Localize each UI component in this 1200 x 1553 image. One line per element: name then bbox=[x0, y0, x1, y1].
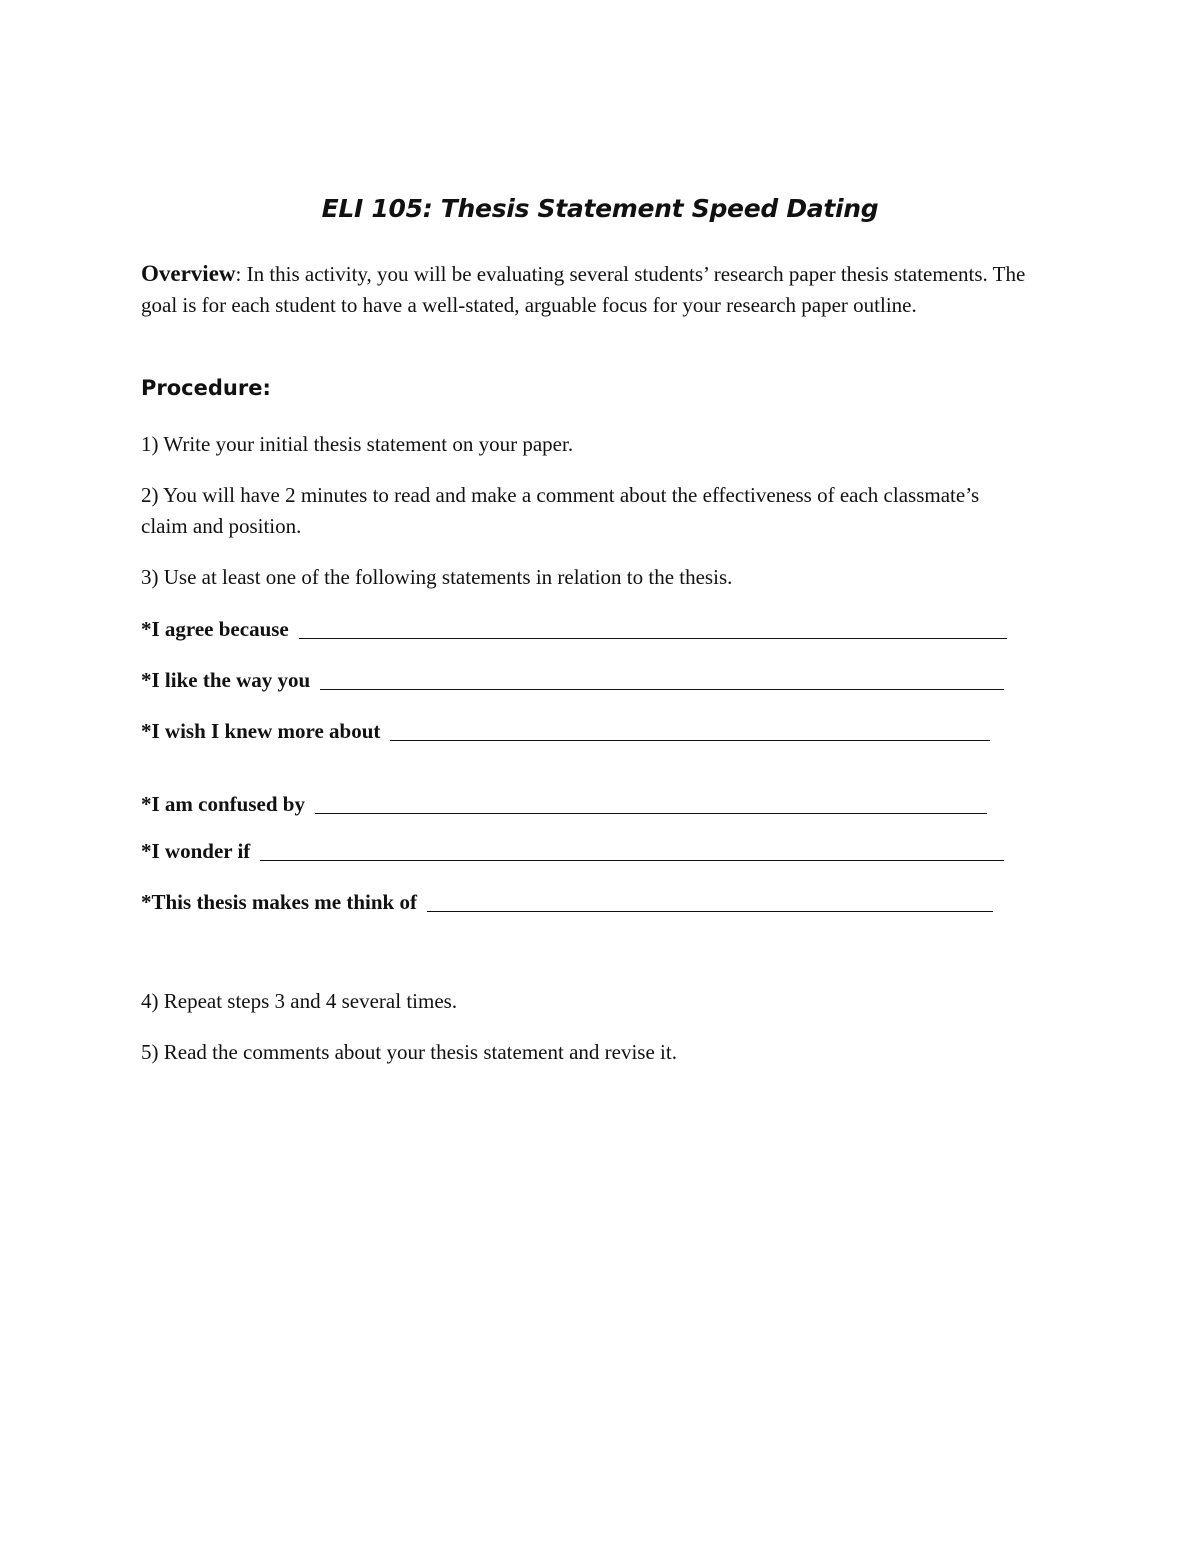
overview-text: : In this activity, you will be evaluating several students’ research paper thesis statements. The goal is for each student to have a well-stated, arguable focus for your research paper outline. bbox=[141, 262, 1026, 317]
procedure-heading: Procedure: bbox=[141, 376, 271, 400]
step-3: 3) Use at least one of the following statements in relation to the thesis. bbox=[141, 565, 733, 589]
answer-line[interactable] bbox=[320, 667, 1004, 690]
answer-line[interactable] bbox=[427, 889, 993, 912]
step-4: 4) Repeat steps 3 and 4 several times. bbox=[141, 989, 458, 1013]
prompt-wish bbox=[141, 714, 990, 744]
answer-line[interactable] bbox=[390, 718, 990, 741]
prompt-label: *I like the way you bbox=[141, 668, 311, 692]
answer-line[interactable] bbox=[315, 791, 987, 814]
prompt-agree bbox=[141, 612, 1007, 642]
prompt-label: *I wonder if bbox=[141, 839, 251, 863]
step-2: 2) You will have 2 minutes to read and make a comment about the effectiveness of each classmate’s claim and position. bbox=[141, 483, 980, 538]
overview-paragraph bbox=[141, 258, 1041, 321]
prompt-label: *This thesis makes me think of bbox=[141, 890, 417, 914]
step-5: 5) Read the comments about your thesis statement and revise it. bbox=[141, 1040, 677, 1064]
prompt-label: *I agree because bbox=[141, 617, 289, 641]
overview-label: Overview bbox=[141, 261, 236, 286]
prompt-think-of bbox=[141, 885, 993, 915]
prompt-confused bbox=[141, 787, 987, 817]
prompt-label: *I am confused by bbox=[141, 792, 305, 816]
prompt-like bbox=[141, 663, 1004, 693]
answer-line[interactable] bbox=[260, 838, 1004, 861]
prompt-label: *I wish I knew more about bbox=[141, 719, 381, 743]
step-1: 1) Write your initial thesis statement on your paper. bbox=[141, 432, 574, 456]
answer-line[interactable] bbox=[299, 616, 1007, 639]
prompt-wonder bbox=[141, 834, 1004, 864]
page-title: ELI 105: Thesis Statement Speed Dating bbox=[321, 194, 879, 223]
